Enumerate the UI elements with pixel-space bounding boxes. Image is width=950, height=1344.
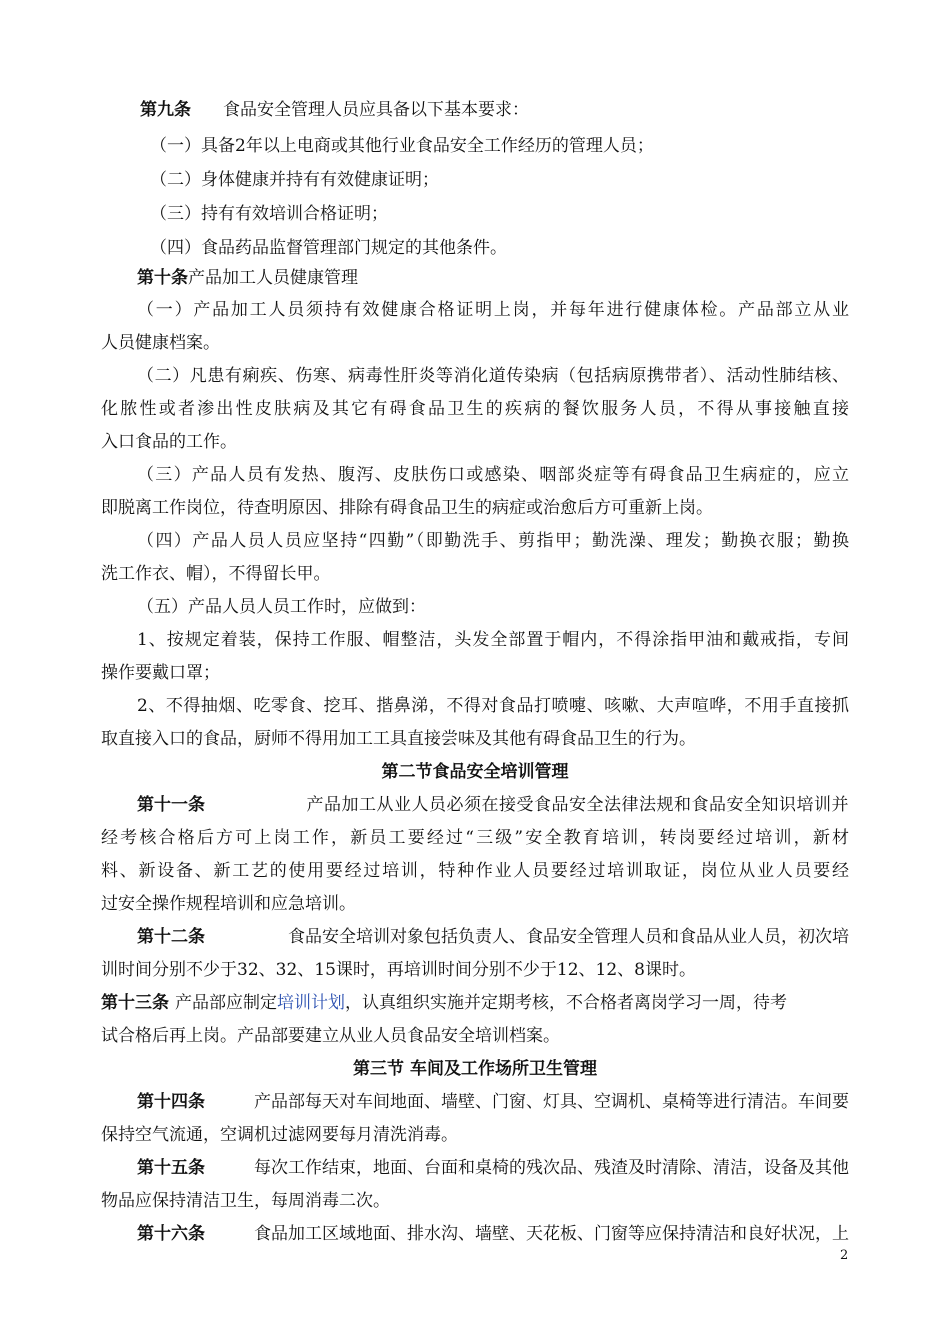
article-9-item: （四）食品药品监督管理部门规定的其他条件。 — [150, 238, 507, 258]
article-16-heading: 第十六条 — [137, 1224, 205, 1244]
paragraph-line: 洗工作衣、帽），不得留长甲。 — [101, 564, 331, 584]
paragraph-line: 试合格后再上岗。产品部要建立从业人员食品安全培训档案。 — [101, 1026, 560, 1046]
paragraph-line: 2、不得抽烟、吃零食、挖耳、揩鼻涕，不得对食品打喷嚏、咳嗽、大声喧哗，不用手直接抓 — [137, 696, 849, 716]
article-11-heading: 第十一条 — [137, 795, 205, 815]
article-9-item: （二）身体健康并持有有效健康证明； — [150, 170, 439, 190]
article-13-heading: 第十三条 — [101, 993, 169, 1013]
article-16-line — [137, 1222, 849, 1246]
paragraph-line: 训时间分别不少于32、32、15课时，再培训时间分别不少于12、12、8课时。 — [101, 960, 696, 980]
paragraph-line: 取直接入口的食品，厨师不得用加工工具直接尝味及其他有碍食品卫生的行为。 — [101, 729, 696, 749]
section-heading: 第二节食品安全培训管理 — [381, 762, 569, 782]
paragraph-line: （三）产品人员有发热、腹泻、皮肤伤口或感染、咽部炎症等有碍食品卫生病症的，应立 — [137, 465, 849, 485]
training-plan-link[interactable]: 培训计划 — [277, 993, 345, 1013]
paragraph-line: 即脱离工作岗位，待查明原因、排除有碍食品卫生的病症或治愈后方可重新上岗。 — [101, 498, 713, 518]
article-12-line — [137, 925, 849, 949]
article-14-line — [137, 1090, 849, 1114]
article-13-line — [101, 991, 849, 1015]
paragraph-line: 保持空气流通，空调机过滤网要每月清洗消毒。 — [101, 1125, 458, 1145]
page-number: 2 — [840, 1248, 849, 1263]
article-14-heading: 第十四条 — [137, 1092, 205, 1112]
article-12-heading: 第十二条 — [137, 927, 205, 947]
article-9-item: （三）持有有效培训合格证明； — [150, 204, 388, 224]
article-10-heading: 第十条 — [137, 268, 188, 288]
article-9-line — [140, 98, 529, 122]
article-13-text: ，认真组织实施并定期考核，不合格者离岗学习一周，待考 — [345, 993, 787, 1013]
article-13-text: 产品部应制定 — [175, 993, 277, 1013]
paragraph-line: （一）产品加工人员须持有效健康合格证明上岗，并每年进行健康体检。产品部立从业 — [137, 300, 849, 320]
article-9-text: 食品安全管理人员应具备以下基本要求： — [223, 100, 529, 120]
paragraph-line: 过安全操作规程培训和应急培训。 — [101, 894, 356, 914]
paragraph-line: 1、按规定着装，保持工作服、帽整洁，头发全部置于帽内，不得涂指甲油和戴戒指，专间 — [137, 630, 849, 650]
article-10-title: 产品加工人员健康管理 — [188, 268, 358, 288]
paragraph-line: 入口食品的工作。 — [101, 432, 237, 452]
paragraph-line: 每次工作结束，地面、台面和桌椅的残次品、残渣及时清除、清洁，设备及其他 — [254, 1158, 849, 1178]
paragraph-line: 操作要戴口罩； — [101, 663, 220, 683]
paragraph-line: 物品应保持清洁卫生，每周消毒二次。 — [101, 1191, 390, 1211]
section-heading: 第三节 车间及工作场所卫生管理 — [353, 1059, 597, 1079]
article-15-line — [137, 1156, 849, 1180]
paragraph-line: （四）产品人员人员应坚持“四勤”（即勤洗手、剪指甲；勤洗澡、理发；勤换衣服；勤换 — [137, 531, 849, 551]
paragraph-line: 化脓性或者渗出性皮肤病及其它有碍食品卫生的疾病的餐饮服务人员，不得从事接触直接 — [101, 399, 849, 419]
paragraph-line: 料、新设备、新工艺的使用要经过培训，特种作业人员要经过培训取证，岗位从业人员要经 — [101, 861, 849, 881]
paragraph-line: （二）凡患有痢疾、伤寒、病毒性肝炎等消化道传染病（包括病原携带者）、活动性肺结核、 — [137, 366, 849, 386]
paragraph-line: 食品加工区域地面、排水沟、墙壁、天花板、门窗等应保持清洁和良好状况，上 — [254, 1224, 849, 1244]
paragraph-line: （五）产品人员人员工作时，应做到： — [137, 597, 426, 617]
paragraph-line: 产品部每天对车间地面、墙壁、门窗、灯具、空调机、桌椅等进行清洁。车间要 — [254, 1092, 849, 1112]
article-11-line — [137, 793, 849, 817]
paragraph-line: 经考核合格后方可上岗工作，新员工要经过“三级”安全教育培训，转岗要经过培训，新材 — [101, 828, 849, 848]
article-9-item: （一）具备2年以上电商或其他行业食品安全工作经历的管理人员； — [150, 136, 654, 156]
paragraph-line: 食品安全培训对象包括负责人、食品安全管理人员和食品从业人员，初次培 — [288, 927, 849, 947]
article-10-line — [137, 266, 358, 290]
paragraph-line: 人员健康档案。 — [101, 333, 220, 353]
article-15-heading: 第十五条 — [137, 1158, 205, 1178]
article-9-heading: 第九条 — [140, 100, 191, 120]
paragraph-line: 产品加工从业人员必须在接受食品安全法律法规和食品安全知识培训并 — [306, 795, 849, 815]
